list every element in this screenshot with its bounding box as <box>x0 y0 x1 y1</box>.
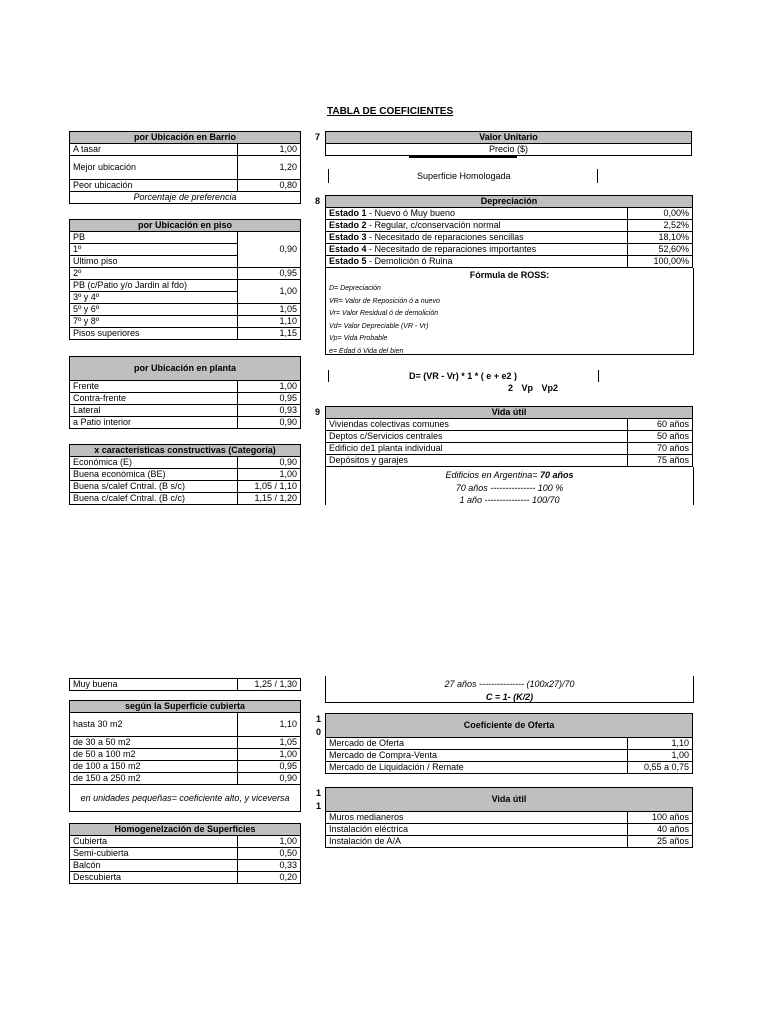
estado-desc: - Regular, c/conservación normal <box>366 220 501 230</box>
vida-table <box>325 406 693 467</box>
bracket-right <box>597 169 598 183</box>
estado-desc: - Necesitado de reparaciones sencillas <box>366 232 524 242</box>
valor-precio: Precio ($) <box>326 144 692 156</box>
formula-line-2: 2 Vp Vp2 <box>508 383 559 393</box>
row-label: Buena s/calef Cntral. (B s/c) <box>70 481 238 493</box>
row-label: Buena c/calef Cntral. (B c/c) <box>70 493 238 505</box>
superficie-table <box>69 700 301 812</box>
row-value: 1,00 <box>238 749 301 761</box>
barrio-header: por Ubicación en Barrio <box>70 132 301 144</box>
valor-header: Valor Unitario <box>326 132 692 144</box>
estado-label: Estado 2 <box>329 220 367 230</box>
row-value: 1,10 <box>238 713 301 737</box>
row-value: 1,10 <box>238 316 301 328</box>
section-number-8: 8 <box>315 196 321 206</box>
row-label: Buena económica (BE) <box>70 469 238 481</box>
valor-table <box>325 131 692 156</box>
row-label: Mercado de Compra-Venta <box>326 750 628 762</box>
oferta-header: Coeficiente de Oferta <box>326 714 693 738</box>
row-value: 2,52% <box>628 220 693 232</box>
estado-row <box>326 232 628 244</box>
vida-notes-2 <box>325 678 694 703</box>
oferta-table <box>325 713 693 774</box>
row-value: 50 años <box>628 431 693 443</box>
section-number-10a: 1 <box>316 714 322 724</box>
row-label: de 50 a 100 m2 <box>70 749 238 761</box>
vida-note-line: C = 1- (K/2) <box>485 691 534 702</box>
row-label: Peor ubicación <box>70 180 238 192</box>
ross-title: Fórmula de ROSS: <box>469 270 550 280</box>
row-value: 1,00 <box>238 836 301 848</box>
row-label: Muy buena <box>70 679 238 691</box>
row-value: 0,90 <box>238 457 301 469</box>
row-value: 1,00 <box>238 469 301 481</box>
row-label: Viviendas colectivas comunes <box>326 419 628 431</box>
planta-header: por Ubicación en planta <box>70 357 301 381</box>
row-label: 3º y 4º <box>70 292 238 304</box>
section-number-11b: 1 <box>316 801 322 811</box>
row-value: 1,25 / 1,30 <box>238 679 301 691</box>
piso-header: por Ubicación en piso <box>70 220 301 232</box>
vida-notes <box>325 469 694 507</box>
row-value: 0,95 <box>238 268 301 280</box>
row-label: Semi-cubierta <box>70 848 238 860</box>
row-label: Frente <box>70 381 238 393</box>
row-value: 1,00 <box>238 381 301 393</box>
row-value: 1,05 <box>238 737 301 749</box>
row-value: 1,15 / 1,20 <box>238 493 301 505</box>
row-label: de 30 a 50 m2 <box>70 737 238 749</box>
row-value: 25 años <box>628 836 693 848</box>
estado-label: Estado 4 <box>329 244 367 254</box>
formula-bracket-right <box>598 370 599 382</box>
row-value: 1,00 <box>238 144 301 156</box>
row-value: 0,55 a 0,75 <box>628 762 693 774</box>
row-label: Descubierta <box>70 872 238 884</box>
estado-row <box>326 244 628 256</box>
vida-note-line: 27 años --------------- (100x27)/70 <box>444 679 575 689</box>
row-label: Deptos c/Servicios centrales <box>326 431 628 443</box>
section-number-11a: 1 <box>316 788 322 798</box>
row-label: Instalación eléctrica <box>326 824 628 836</box>
superficie-header: según la Superficie cubierta <box>70 701 301 713</box>
row-value: 1,00 <box>628 750 693 762</box>
row-label: 7º y 8º <box>70 316 238 328</box>
row-value: 1,10 <box>628 738 693 750</box>
row-value: 1,05 / 1,10 <box>238 481 301 493</box>
categoria-header: x características constructivas (Categoría) <box>70 445 301 457</box>
row-label: Lateral <box>70 405 238 417</box>
homog-table <box>69 823 301 884</box>
row-value: 60 años <box>628 419 693 431</box>
row-value: 75 años <box>628 455 693 467</box>
vida-note-bold: 70 años <box>539 470 574 480</box>
row-label: 1º <box>70 244 238 256</box>
row-value: 18,10% <box>628 232 693 244</box>
row-label: Cubierta <box>70 836 238 848</box>
depre-table <box>325 195 693 268</box>
section-number-10b: 0 <box>316 727 322 737</box>
fraction-line <box>409 156 517 158</box>
row-label: Económica (E) <box>70 457 238 469</box>
superficie-note: en unidades pequeñas= coeficiente alto, y viceversa <box>70 785 301 812</box>
estado-row <box>326 208 628 220</box>
row-label: Mejor ubicación <box>70 156 238 180</box>
row-value: 1,00 <box>238 280 301 304</box>
row-value: 0,90 <box>238 417 301 429</box>
def-line: e= Edad ó Vida del bien <box>329 347 404 355</box>
vida-note-line: 1 año --------------- 100/70 <box>459 495 560 505</box>
row-value: 0,33 <box>238 860 301 872</box>
row-label: Mercado de Liquidación / Remate <box>326 762 628 774</box>
row-label: 2º <box>70 268 238 280</box>
estado-row <box>326 256 628 268</box>
row-value: 1,15 <box>238 328 301 340</box>
row-label: 5º y 6º <box>70 304 238 316</box>
row-value: 70 años <box>628 443 693 455</box>
row-label: Depósitos y garajes <box>326 455 628 467</box>
def-line: D= Depreciación <box>329 285 381 292</box>
def-line: VR= Valor de Reposición ó a nuevo <box>329 297 440 305</box>
row-label: Mercado de Oferta <box>326 738 628 750</box>
section-number-9: 9 <box>315 407 321 417</box>
planta-table <box>69 356 301 429</box>
muy-buena-table <box>69 678 301 691</box>
estado-label: Estado 3 <box>329 232 367 242</box>
row-label: Edificio de1 planta individual <box>326 443 628 455</box>
row-value: 1,20 <box>238 156 301 180</box>
row-value: 0,93 <box>238 405 301 417</box>
vida-note-line: 70 años --------------- 100 % <box>455 482 564 493</box>
categoria-table <box>69 444 301 505</box>
row-value: 1,05 <box>238 304 301 316</box>
row-value: 0,50 <box>238 848 301 860</box>
def-line: Vr= Valor Residual ó de demolición <box>329 310 439 317</box>
row-label: de 100 a 150 m2 <box>70 761 238 773</box>
row-label: Ultimo piso <box>70 256 238 268</box>
estado-label: Estado 1 <box>329 208 367 218</box>
row-value: 0,90 <box>238 232 301 268</box>
row-label: Muros medianeros <box>326 812 628 824</box>
estado-desc: - Demolición ó Ruina <box>366 256 453 266</box>
row-value: 0,00% <box>628 208 693 220</box>
row-value: 0,95 <box>238 761 301 773</box>
barrio-table <box>69 131 301 204</box>
vida2-header: Vida útil <box>326 788 693 812</box>
row-label: Instalación de A/A <box>326 836 628 848</box>
row-label: PB (c/Patio y/o Jardin al fdo) <box>70 280 238 292</box>
barrio-note: Porcentaje de preferencia <box>70 192 301 204</box>
row-label: Balcón <box>70 860 238 872</box>
def-line: Vp= Vida Probable <box>329 335 388 342</box>
formula-line-1: D= (VR - Vr) * 1 * ( e + e2 ) <box>409 371 518 381</box>
row-label: A tasar <box>70 144 238 156</box>
vida-note-text: Edificios en Argentina= <box>445 470 540 480</box>
homog-header: Homogenelzación de Superficies <box>70 824 301 836</box>
piso-table <box>69 219 301 340</box>
estado-desc: - Necesitado de reparaciones importantes <box>366 244 537 254</box>
row-value: 52,60% <box>628 244 693 256</box>
row-label: de 150 a 250 m2 <box>70 773 238 785</box>
row-value: 0,80 <box>238 180 301 192</box>
row-value: 0,95 <box>238 393 301 405</box>
row-value: 0,20 <box>238 872 301 884</box>
row-label: Contra-frente <box>70 393 238 405</box>
depre-header: Depreciación <box>326 196 693 208</box>
vida2-table <box>325 787 693 848</box>
estado-row <box>326 220 628 232</box>
ross-definitions <box>329 283 440 358</box>
row-value: 0,90 <box>238 773 301 785</box>
estado-desc: - Nuevo ó Muy bueno <box>366 208 456 218</box>
section-number-7: 7 <box>315 132 321 142</box>
row-label: a Patio interior <box>70 417 238 429</box>
def-line: Vd= Valor Depreciable (VR - Vr) <box>329 322 429 330</box>
estado-label: Estado 5 <box>329 256 367 266</box>
row-label: PB <box>70 232 238 244</box>
valor-superficie: Superficie Homologada <box>417 171 511 181</box>
row-value: 100 años <box>628 812 693 824</box>
formula-bracket-left <box>328 370 329 382</box>
row-label: Pisos superiores <box>70 328 238 340</box>
page-title: TABLA DE COEFICIENTES <box>327 106 454 117</box>
vida-header: Vida útil <box>326 407 693 419</box>
row-value: 100,00% <box>628 256 693 268</box>
row-value: 40 años <box>628 824 693 836</box>
vida-note-line <box>325 469 694 482</box>
bracket-left <box>328 169 329 183</box>
row-label: hasta 30 m2 <box>70 713 238 737</box>
